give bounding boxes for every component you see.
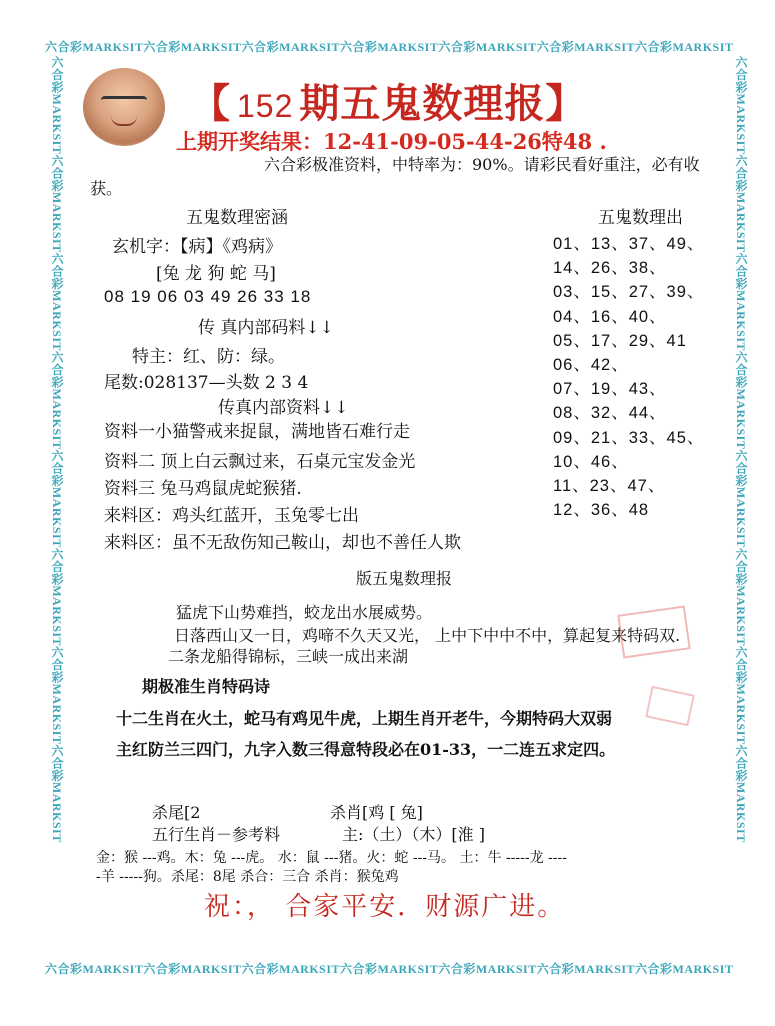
zodiac-poem-line-1: 十二生肖在火土，蛇马有鸡见牛虎，上期生肖开老牛，今期特码大双弱 xyxy=(116,709,613,728)
number-row: 03、15、27、39、 xyxy=(553,283,705,302)
portrait-avatar xyxy=(83,68,165,146)
border-left-banner: 六合彩MARKSIT六合彩MARKSIT六合彩MARKSIT六合彩MARKSIT六合彩MARKSIT六合彩MARKSIT六合彩MARKSIT六合彩MARKSIT xyxy=(50,56,64,843)
red-seal-small-icon xyxy=(645,686,695,726)
intro-line-1: 六合彩极准资料，中特率为：90%。请彩民看好重注，必有收 xyxy=(264,155,700,174)
zodiac-set: [兔 龙 狗 蛇 马] xyxy=(156,264,276,284)
number-row: 08、32、44、 xyxy=(553,404,667,423)
source-item-2: 来料区：虽不无敌伤知己鞍山，却也不善任人欺 xyxy=(104,533,461,553)
border-top-banner: 六合彩MARKSIT六合彩MARKSIT六合彩MARKSIT六合彩MARKSIT六合彩MARKSIT六合彩MARKSIT六合彩MARKSIT xyxy=(45,40,734,54)
section-heading-poem: 期极准生肖特码诗 xyxy=(142,677,271,696)
number-row: 04、16、40、 xyxy=(553,307,667,326)
title-text: 期五鬼数理报 xyxy=(299,80,546,127)
left-heading: 五鬼数理密涵 xyxy=(186,208,288,228)
number-row: 11、23、47、 xyxy=(553,476,666,495)
fax-internal-1: 传 真内部码料↓↓ xyxy=(198,318,334,338)
number-row: 14、26、38、 xyxy=(553,259,667,278)
source-item-1: 来料区：鸡头红蓝开，玉兔零七出 xyxy=(104,506,359,526)
mystery-word: 玄机字：【病】《鸡病》 xyxy=(112,237,282,257)
kill-tail: 杀尾[2 xyxy=(152,803,201,822)
number-row: 05、17、29、41 xyxy=(553,331,687,350)
red-seal-icon xyxy=(617,605,690,658)
number-row: 06、42、 xyxy=(553,355,629,374)
elements-mapping-1: 金：猴 ---鸡。木：兔 ---虎。 水：鼠 ---猪。火：蛇 ---马。 土：牛 -----龙 ---- xyxy=(96,850,567,866)
section-heading-report: 版五鬼数理报 xyxy=(356,571,453,588)
data-item-1: 资料一小猫警戒来捉鼠，满地皆石难行走 xyxy=(104,422,410,442)
poem-line-3: 二条龙船得锦标，三峡一成出来湖 xyxy=(168,647,409,666)
issue-number: 152 xyxy=(237,88,294,124)
number-list xyxy=(553,232,723,522)
zodiac-poem-line-2: 主红防兰三四门，九字入数三得意特段必在01-33，一二连五求定四。 xyxy=(116,740,616,759)
five-elements-label: 五行生肖－参考料 xyxy=(152,825,281,844)
number-row: 07、19、43、 xyxy=(553,380,667,399)
fax-internal-2: 传真内部资料↓↓ xyxy=(218,398,349,418)
number-row: 09、21、33、45、 xyxy=(553,428,705,447)
title-bracket-close: 】 xyxy=(545,80,587,127)
border-bottom-banner: 六合彩MARKSIT六合彩MARKSIT六合彩MARKSIT六合彩MARKSIT六合彩MARKSIT六合彩MARKSIT六合彩MARKSIT xyxy=(45,962,734,976)
smile-icon xyxy=(111,116,137,126)
main-element: 主:（土）（木）[淮 ] xyxy=(342,825,485,844)
last-draw-result: 上期开奖结果：12-41-09-05-44-26特48 . xyxy=(176,129,607,154)
title-bracket-open: 【 xyxy=(190,80,231,127)
poem-line-1: 猛虎下山势难挡，蛟龙出水展威势。 xyxy=(176,603,433,622)
elements-mapping-2: -羊 -----狗。杀尾：8尾 杀合：三合 杀肖：猴兔鸡 xyxy=(96,869,399,885)
border-right-banner: 六合彩MARKSIT六合彩MARKSIT六合彩MARKSIT六合彩MARKSIT六合彩MARKSIT六合彩MARKSIT六合彩MARKSIT六合彩MARKSIT xyxy=(734,56,748,843)
blessing: 祝：， 合家平安．财源广进。 xyxy=(204,892,566,922)
number-row: 01、13、37、49、 xyxy=(553,235,705,253)
poem-line-2: 日落西山又一日，鸡啼不久天又光， 上中下中中不中，算起复来特码双. xyxy=(174,626,681,645)
glasses-icon xyxy=(101,96,147,109)
data-item-3: 资料三 兔马鸡鼠虎蛇猴猪. xyxy=(104,479,302,499)
number-row: 10、46、 xyxy=(553,452,629,471)
data-item-2: 资料二 顶上白云飘过来，石桌元宝发金光 xyxy=(104,452,416,472)
intro-line-2: 获。 xyxy=(90,179,123,198)
special-color: 特主：红、防：绿。 xyxy=(132,347,285,367)
page-title xyxy=(190,72,586,129)
number-set: 08 19 06 03 49 26 33 18 xyxy=(104,287,312,306)
right-heading: 五鬼数理出 xyxy=(598,208,683,228)
tail-numbers: 尾数:028137—头数 2 3 4 xyxy=(104,373,309,393)
kill-zodiac: 杀肖[鸡 [ 兔] xyxy=(330,803,423,822)
number-row: 12、36、48 xyxy=(553,501,650,520)
